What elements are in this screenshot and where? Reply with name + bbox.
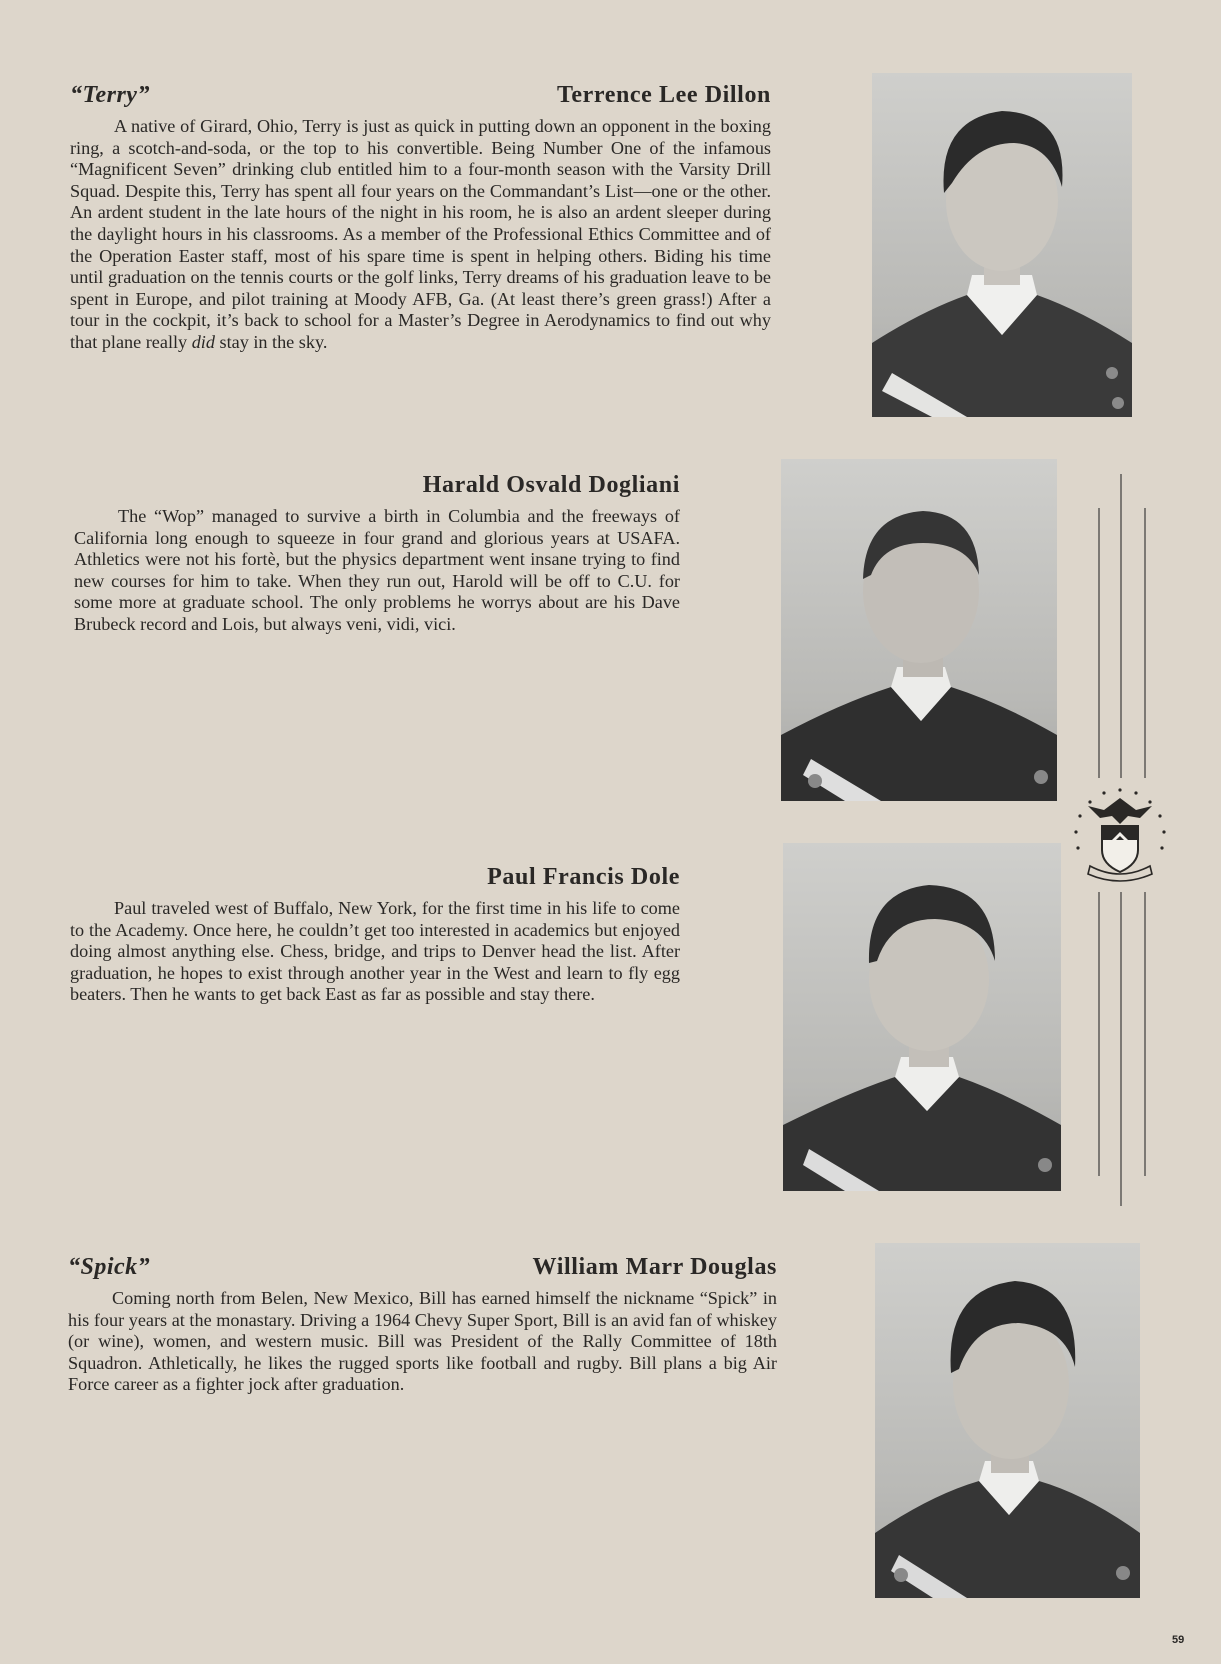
page-number: 59	[1172, 1634, 1185, 1646]
decorative-rule	[1120, 892, 1122, 1206]
portrait-photo-dole	[783, 843, 1061, 1191]
nickname: “Terry”	[70, 82, 150, 108]
portrait-photo-dogliani	[781, 459, 1057, 801]
portrait-photo-dillon	[872, 73, 1132, 417]
biography: Coming north from Belen, New Mexico, Bill has earned himself the nickname “Spick” in his four years at the monastary. Driving a 1964 Chevy Super Sport, Bill is an avid fan of whiskey (or wine), women, and western music. Bill was President of the Rally Committee of 18th Squadron. Athletically, he likes the rugged sports like football and rugby. Bill plans a big Air Force career as a fighter jock after graduation.	[68, 1288, 777, 1395]
biography: Paul traveled west of Buffalo, New York, for the first time in his life to come to the Academy. Once here, he couldn’t get too interested in academics but enjoyed doing almost anything else. Chess, bridge, and trips to Denver head the list. After graduation, he hopes to exist through another year in the West and learn to fly egg beaters. Then he wants to get back East as far as possible and stay there.	[70, 898, 680, 1005]
portrait-photo-douglas	[875, 1243, 1140, 1598]
entry-header	[70, 864, 680, 898]
entry-dole	[70, 864, 680, 1006]
decorative-rule	[1144, 892, 1146, 1176]
decorative-rule	[1120, 474, 1122, 778]
cadet-name: Paul Francis Dole	[487, 864, 680, 890]
entry-header	[68, 1254, 777, 1288]
decorative-rule	[1098, 508, 1100, 778]
entry-dillon	[70, 82, 771, 354]
cadet-name: Terrence Lee Dillon	[556, 82, 771, 108]
entry-header	[70, 82, 771, 116]
bio-emphasis: did	[191, 331, 215, 352]
entry-douglas	[68, 1254, 777, 1396]
nickname: “Spick”	[68, 1254, 151, 1280]
biography: The “Wop” managed to survive a birth in Columbia and the freeways of California long enough to squeeze in four grand and glorious years at USAFA. Athletics were not his fortè, but the physics department went insane trying to find new courses for him to take. When they run out, Harold will be off to C.U. for some more at graduate school. The only problems he worrys about are his Dave Brubeck record and Lois, but always veni, vidi, vici.	[74, 506, 680, 634]
academy-emblem-icon	[1068, 784, 1172, 888]
cadet-name: Harald Osvald Dogliani	[422, 472, 680, 498]
cadet-name: William Marr Douglas	[532, 1254, 777, 1280]
entry-dogliani	[74, 472, 680, 636]
decorative-rule	[1144, 508, 1146, 778]
biography: A native of Girard, Ohio, Terry is just as quick in putting down an opponent in the boxing ring, a scotch-and-soda, or the top to his convertible. Being Number One of the infamous “Magnificent Seven” drinking club entitled him to a four-month season with the Varsity Drill Squad. Despite this, Terry has spent all four years on the Commandant’s List—one or the other. An ardent student in the late hours of the night in his room, he is also an ardent sleeper during the daylight hours in his classrooms. As a member of the Professional Ethics Committee and of the Operation Easter staff, most of his spare time is spent in helping others. Biding his time until graduation on the tennis courts or the golf links, Terry dreams of his graduation leave to be spent in Europe, and pilot training at Moody AFB, Ga. (At least there’s green grass!) After a tour in the cockpit, it’s back to school for a Master’s Degree in Aerodynamics to find out why that plane really did stay in the sky.	[70, 116, 771, 352]
decorative-rule	[1098, 892, 1100, 1176]
entry-header	[74, 472, 680, 506]
